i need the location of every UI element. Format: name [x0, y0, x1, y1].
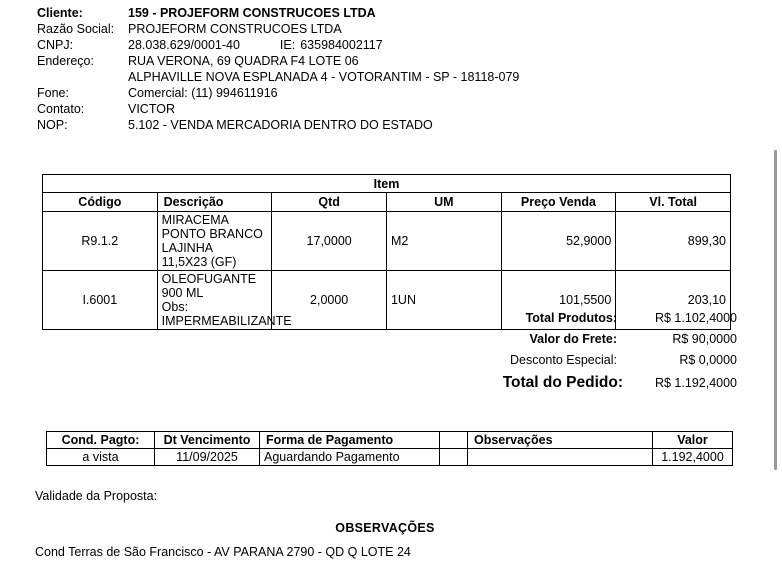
desconto-especial-label: Desconto Especial: [509, 353, 617, 367]
column-header-dt-vencimento: Dt Vencimento [155, 432, 260, 449]
item-codigo: I.6001 [43, 271, 158, 330]
column-header-um: UM [386, 193, 501, 212]
item-um: M2 [386, 212, 501, 271]
cnpj-value: 28.038.629/0001-40 [128, 38, 240, 52]
client-label: Cliente: [37, 6, 83, 20]
total-produtos-value: R$ 1.102,4000 [654, 311, 737, 325]
fone-row [37, 85, 737, 101]
totals-block [420, 308, 737, 395]
desconto-especial-value: R$ 0,0000 [679, 353, 737, 367]
item-total: 899,30 [616, 212, 731, 271]
item-descricao-line1: MIRACEMA PONTO BRANCO LAJINHA [161, 213, 263, 255]
valor-frete-value: R$ 90,0000 [672, 332, 737, 346]
column-header-codigo: Código [43, 193, 158, 212]
item-descricao-line2: Obs: IMPERMEABILIZANTE [161, 300, 292, 328]
item-preco: 52,9000 [501, 212, 616, 271]
razao-social-label: Razão Social: [37, 22, 115, 36]
table-row [47, 449, 733, 466]
item-codigo: R9.1.2 [43, 212, 158, 271]
column-header-descricao: Descrição [157, 193, 272, 212]
valor-frete-row [420, 329, 737, 350]
column-header-qtd: Qtd [272, 193, 387, 212]
column-header-total: Vl. Total [616, 193, 731, 212]
items-table [42, 174, 731, 330]
client-info-block [37, 5, 737, 133]
item-descricao-line2: 11,5X23 (GF) [161, 255, 237, 269]
cnpj-row [37, 37, 737, 53]
valor-frete-label: Valor do Frete: [529, 332, 617, 346]
item-total: 203,10 [616, 271, 731, 330]
column-header-observacoes: Observações [468, 432, 653, 449]
desconto-especial-row [420, 350, 737, 371]
payment-forma: Aguardando Pagamento [260, 449, 440, 466]
payment-conditions-table [46, 431, 733, 466]
nop-value: 5.102 - VENDA MERCADORIA DENTRO DO ESTADO [128, 118, 433, 132]
observacoes-title: OBSERVAÇÕES [335, 521, 435, 535]
endereco-label: Endereço: [37, 54, 94, 68]
footer-block [35, 488, 735, 561]
item-descricao [157, 212, 272, 271]
item-qtd: 17,0000 [272, 212, 387, 271]
items-table-title-row [43, 175, 731, 193]
payment-cond-pagto: a vista [47, 449, 155, 466]
payment-dt-vencimento: 11/09/2025 [155, 449, 260, 466]
item-descricao [157, 271, 292, 330]
client-row [37, 5, 737, 21]
total-pedido-label: Total do Pedido: [502, 374, 623, 391]
total-pedido-value: R$ 1.192,4000 [654, 376, 737, 390]
endereco-row [37, 53, 737, 69]
item-descricao-line1: OLEOFUGANTE 900 ML [161, 272, 257, 300]
column-header-preco: Preço Venda [501, 193, 616, 212]
vertical-scrollbar[interactable] [768, 0, 782, 565]
contato-row [37, 101, 737, 117]
column-header-forma-pagamento: Forma de Pagamento [260, 432, 440, 449]
razao-social-value: PROJEFORM CONSTRUCOES LTDA [128, 22, 342, 36]
cnpj-label: CNPJ: [37, 38, 74, 52]
validade-proposta-label: Validade da Proposta: [35, 489, 158, 503]
payment-observacoes [468, 449, 653, 466]
total-produtos-label: Total Produtos: [525, 311, 617, 325]
column-header-cond-pagto: Cond. Pagto: [47, 432, 155, 449]
payment-valor: 1.192,4000 [653, 449, 733, 466]
nop-row [37, 117, 737, 133]
payment-spacer [440, 449, 468, 466]
razao-social-row [37, 21, 737, 37]
total-pedido-row [420, 371, 737, 395]
contato-label: Contato: [37, 102, 85, 116]
endereco-row-2 [37, 69, 737, 85]
items-table-header-row [43, 193, 731, 212]
item-preco: 101,5500 [501, 271, 616, 330]
item-um: 1UN [386, 271, 501, 330]
payment-table-header-row [47, 432, 733, 449]
item-qtd: 2,0000 [272, 271, 387, 330]
fone-value: Comercial: (11) 994611916 [128, 86, 278, 100]
table-row [43, 212, 731, 271]
column-header-valor: Valor [653, 432, 733, 449]
nop-label: NOP: [37, 118, 68, 132]
ie-label: IE: [279, 38, 296, 52]
column-header-spacer [440, 432, 468, 449]
items-table-title: Item [43, 175, 731, 193]
observacoes-text: Cond Terras de São Francisco - AV PARANA 2790 - QD Q LOTE 24 [35, 545, 411, 559]
endereco-value-2: ALPHAVILLE NOVA ESPLANADA 4 - VOTORANTIM - SP - 18118-079 [128, 70, 520, 84]
contato-value: VICTOR [128, 102, 175, 116]
scrollbar-thumb[interactable] [774, 150, 777, 470]
total-produtos-row [420, 308, 737, 329]
endereco-value: RUA VERONA, 69 QUADRA F4 LOTE 06 [128, 54, 359, 68]
ie-value: 635984002117 [300, 38, 383, 52]
fone-label: Fone: [37, 86, 69, 100]
client-value: 159 - PROJEFORM CONSTRUCOES LTDA [128, 6, 376, 20]
